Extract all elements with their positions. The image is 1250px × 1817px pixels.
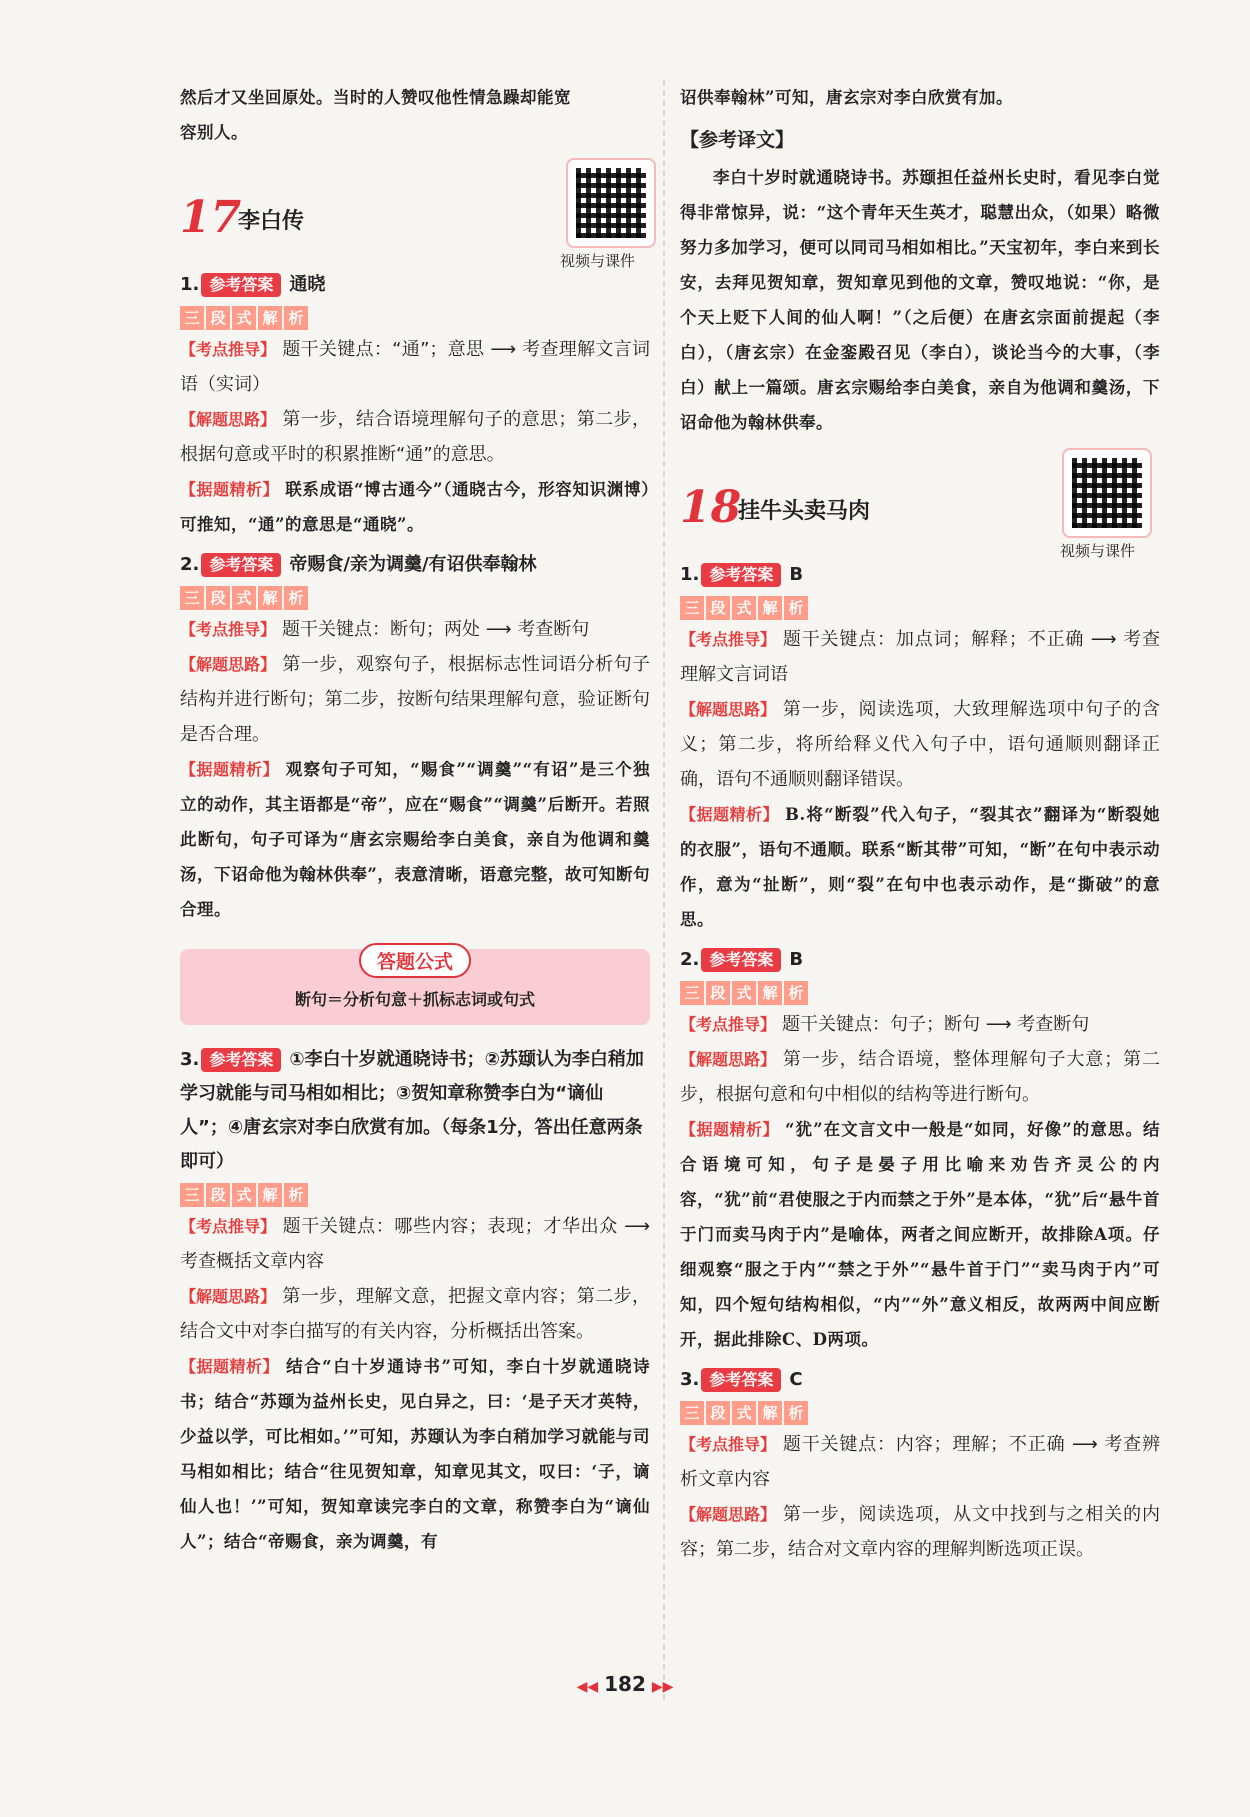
q2-jingxi: 【据题精析】 观察句子可知，“赐食”“调羹”“有诏”是三个独立的动作，其主语都是“帝”，应在“赐食”“调羹”后断开。若照此断句，句子可译为“唐玄宗赐给李白美食，亲自为他调和羹汤，下诏命他为翰林供奉”，表意清晰，语意完整，故可知断句合理。 [180,760,650,919]
sanduan-badge: 三 段 式 解 析 [180,1183,310,1207]
r-q2-jingxi: 【据题精析】 “犹”在文言文中一般是“如同，好像”的意思。结合语境可知，句子是晏子用比喻来劝告齐灵公的内容，“犹”前“君使服之于内而禁之于外”是本体，“犹”后“悬牛首于门而卖马肉于内”是喻体，两者之间应断开，故排除A项。仔细观察“服之于内”“禁之于外”“悬牛首于门”“卖马肉于内”可知，四个短句结构相似，“内”“外”意义相反，故两两中间应断开，据此排除C、D两项。 [680,1120,1160,1349]
formula-box [180,949,650,1025]
prev-arrow-icon: ◀◀ [576,1679,599,1695]
reference-translation: 李白十岁时就通晓诗书。苏颋担任益州长史时，看见李白觉得非常惊异，说：“这个青年天生英才，聪慧出众，（如果）略微努力多加学习，便可以同司马相如相比。”天宝初年，李白来到长安，去拜见贺知章，贺知章见到他的文章，赞叹地说：“你，是个天上贬下人间的仙人啊！”（之后便）在唐玄宗面前提起（李白），（唐玄宗）在金銮殿召见（李白），谈论当今的大事，（李白）献上一篇颂。唐玄宗赐给李白美食，亲自为他调和羹汤，下诏命他为翰林供奉。 [680,168,1160,432]
qr-code-icon[interactable] [1062,448,1152,538]
r-q2-jieti: 【解题思路】 第一步，结合语境，整体理解句子大意；第二步，根据句意和句中相似的结构等进行断句。 [680,1049,1160,1105]
qr-caption: 视频与课件 [560,252,636,270]
q3-answer-line: 3. 参考答案 ①李白十岁就通晓诗书；②苏颋认为李白稍加学习就能与司马相如相比；③贺知章称赞李白为“谪仙人”；④唐玄宗对李白欣赏有加。（每条1分，答出任意两条即可） [180,1049,644,1172]
sanduan-badge: 三 段 式 解 析 [680,596,810,620]
q1-jieti: 【解题思路】 第一步，结合语境理解句子的意思；第二步，根据句意或平时的积累推断“通”的意思。 [180,409,650,465]
q1-answer-line [180,268,650,302]
section-title: 挂牛头卖马肉 [738,499,871,524]
page-number: 182 [604,1672,646,1696]
sanduan-badge: 三 段 式 解 析 [680,981,810,1005]
section-18-header [680,448,1160,558]
r-q1-jingxi: 【据题精析】 B.将“断裂”代入句子，“裂其衣”翻译为“断裂她的衣服”，语句不通顺。联系“断其带”可知，“断”在句中表示动作，意为“扯断”，则“裂”在句中也表示动作，是“撕破”的意思。 [680,805,1160,929]
formula-title: 答题公式 [359,943,471,978]
r-q1-jieti: 【解题思路】 第一步，阅读选项，大致理解选项中句子的含义；第二步，将所给释义代入句子中，语句通顺则翻译正确，语句不通顺则翻译错误。 [680,699,1160,790]
r-q3-answer-line: 3. 参考答案 C [680,1369,803,1390]
r-q2-answer-line: 2. 参考答案 B [680,949,804,970]
intro-line-2: 容别人。 [180,123,248,142]
right-column [680,80,1160,1567]
formula-text: 断句＝分析句意＋抓标志词或句式 [294,990,535,1009]
q1-kaodian: 【考点推导】 题干关键点：“通”；意思 ⟶ 考查理解文言词语（实词） [180,339,650,395]
r-q1-answer: B [789,564,804,585]
q3-jieti: 【解题思路】 第一步，理解文意，把握文章内容；第二步，结合文中对李白描写的有关内容，分析概括出答案。 [180,1286,650,1342]
r-q1-answer-line: 1. 参考答案 B [680,564,804,585]
left-column [180,80,650,1559]
r-q2-answer: B [789,949,804,970]
sanduan-badge: 三 段 式 解 析 [180,586,310,610]
continued-line: 诏供奉翰林”可知，唐玄宗对李白欣赏有加。 [680,88,1013,107]
q2-jieti: 【解题思路】 第一步，观察句子，根据标志性词语分析句子结构并进行断句；第二步，按断句结果理解句意，验证断句是否合理。 [180,654,650,745]
sanduan-badge: 三 段 式 解 析 [180,306,310,330]
q2-answer: 帝赐食/亲为调羹/有诏供奉翰林 [289,554,537,575]
q3-kaodian: 【考点推导】 题干关键点：哪些内容；表现；才华出众 ⟶ 考查概括文章内容 [180,1216,650,1272]
section-number: 18 [680,482,742,533]
q2-answer-line: 2. 参考答案 帝赐食/亲为调羹/有诏供奉翰林 [180,554,537,575]
r-q3-answer: C [789,1369,803,1390]
q2-kaodian: 【考点推导】 题干关键点：断句；两处 ⟶ 考查断句 [180,619,590,640]
q1-jingxi: 【据题精析】 联系成语“博古通今”（通晓古今，形容知识渊博）可推知，“通”的意思是“通晓”。 [180,480,650,534]
reference-translation-heading: 【参考译文】 [680,129,795,151]
answer-badge: 参考答案 [201,273,281,297]
q3-jingxi: 【据题精析】 结合“白十岁通诗书”可知，李白十岁就通晓诗书；结合“苏颋为益州长史，见白异之，曰：‘是子天才英特，少益以学，可比相如。’”可知，苏颋认为李白稍加学习就能与司马相如相比；结合“往见贺知章，知章见其文，叹曰：‘子，谪仙人也！’”可知，贺知章读完李白的文章，称赞李白为“谪仙人”；结合“帝赐食，亲为调羹，有 [180,1357,650,1551]
sanduan-badge: 三 段 式 解 析 [680,1401,810,1425]
r-q1-kaodian: 【考点推导】 题干关键点：加点词；解释；不正确 ⟶ 考查理解文言词语 [680,629,1160,685]
r-q2-kaodian: 【考点推导】 题干关键点：句子；断句 ⟶ 考查断句 [680,1014,1090,1035]
qr-caption: 视频与课件 [1060,542,1136,560]
q1-number: 1. [180,274,200,295]
q1-answer: 通晓 [289,274,326,295]
section-17-header [180,158,650,268]
intro-line-1: 然后才又坐回原处。当时的人赞叹他性情急躁却能宽 [180,88,571,107]
q3-answer: ①李白十岁就通晓诗书；②苏颋认为李白稍加学习就能与司马相如相比；③贺知章称赞李白为“谪仙人”；④唐玄宗对李白欣赏有加。（每条1分，答出任意两条即可） [180,1049,644,1172]
r-q3-jieti: 【解题思路】 第一步，阅读选项，从文中找到与之相关的内容；第二步，结合对文章内容的理解判断选项正误。 [680,1504,1160,1560]
qr-code-icon[interactable] [566,158,656,248]
next-arrow-icon: ▶▶ [651,1679,674,1695]
section-number: 17 [180,192,242,243]
page-footer [0,1672,1250,1696]
r-q3-kaodian: 【考点推导】 题干关键点：内容；理解；不正确 ⟶ 考查辨析文章内容 [680,1434,1160,1490]
section-title: 李白传 [238,209,305,234]
column-divider [663,80,665,1700]
